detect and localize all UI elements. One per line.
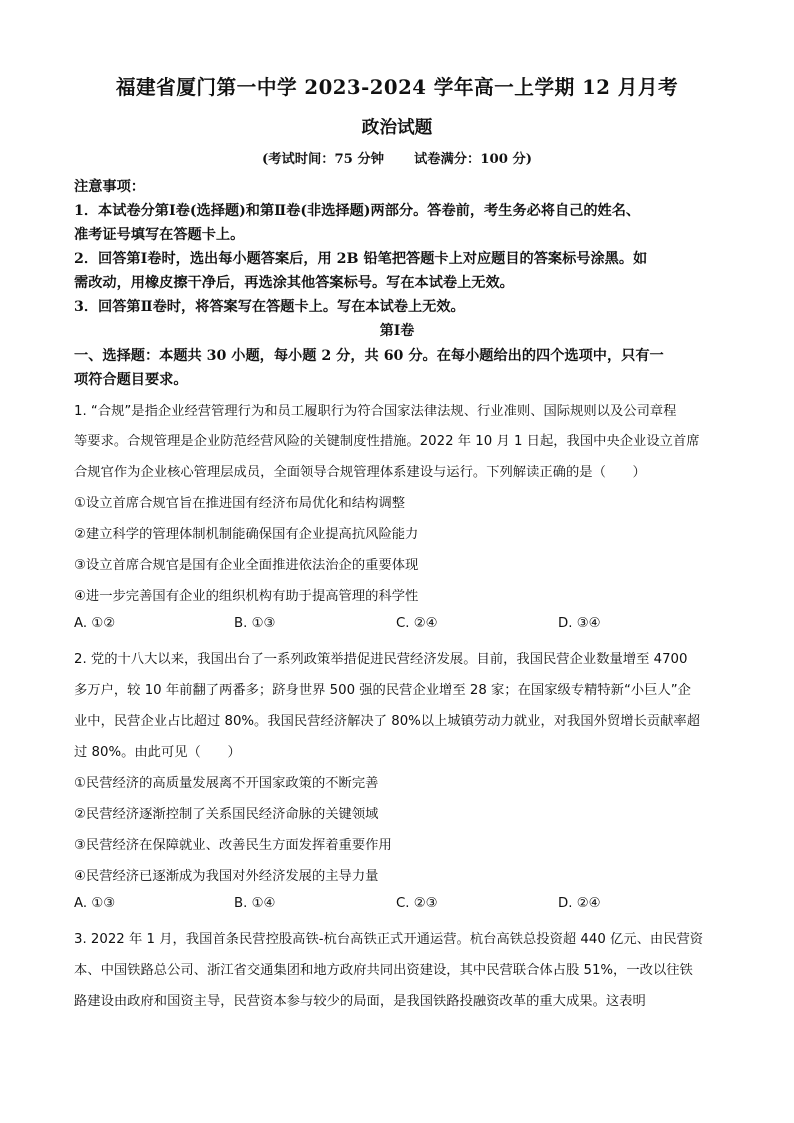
volume-heading: 第Ⅰ卷: [379, 323, 415, 339]
question-2-statement: ②民营经济逐渐控制了关系国民经济命脉的关键领域: [74, 807, 379, 822]
notice-line: 1．本试卷分第Ⅰ卷(选择题)和第Ⅱ卷(非选择题)两部分。答卷前，考生务必将自己的姓名、: [74, 203, 641, 219]
question-2-option-a: A. ①③: [74, 896, 116, 911]
question-1-option-a: A. ①②: [74, 616, 116, 631]
question-1-stem: 1. “合规”是指企业经营管理行为和员工履职行为符合国家法律法规、行业准则、国际规则以及公司章程: [74, 404, 677, 419]
question-2-stem: 业中，民营企业占比超过 80%。我国民营经济解决了 80%以上城镇劳动力就业，对我国外贸增长贡献率超: [74, 714, 701, 729]
question-2-statement: ③民营经济在保障就业、改善民生方面发挥着重要作用: [74, 838, 392, 853]
question-2-stem: 过 80%。由此可见（ ）: [74, 745, 241, 760]
exam-subject: 政治试题: [361, 117, 433, 138]
question-2-option-d: D. ②④: [558, 896, 601, 911]
question-1-statement: ①设立首席合规官旨在推进国有经济布局优化和结构调整: [74, 496, 406, 511]
question-1-statement: ③设立首席合规官是国有企业全面推进依法治企的重要体现: [74, 558, 419, 573]
notice-line: 需改动，用橡皮擦干净后，再选涂其他答案标号。写在本试卷上无效。: [74, 275, 514, 291]
question-1-stem: 等要求。合规管理是企业防范经营风险的关键制度性措施。2022 年 10 月 1 日起，我国中央企业设立首席: [74, 434, 700, 449]
question-3-stem: 3. 2022 年 1 月，我国首条民营控股高铁-杭台高铁正式开通运营。杭台高铁总投资超 440 亿元、由民营资: [74, 932, 704, 947]
question-3-stem: 本、中国铁路总公司、浙江省交通集团和地方政府共同出资建设，其中民营联合体占股 51%，一改以往铁: [74, 963, 693, 978]
notice-line: 2．回答第Ⅰ卷时，选出每小题答案后，用 2B 铅笔把答题卡上对应题目的答案标号涂黑。如: [74, 251, 648, 267]
notice-line: 准考证号填写在答题卡上。: [74, 227, 245, 243]
question-2-statement: ④民营经济已逐渐成为我国对外经济发展的主导力量: [74, 869, 379, 884]
exam-time: (考试时间：75 分钟: [261, 152, 385, 167]
section-instruction: 一、选择题：本题共 30 小题，每小题 2 分，共 60 分。在每小题给出的四个选项中，只有一: [74, 348, 664, 364]
question-1-option-b: B. ①③: [234, 616, 276, 631]
question-2-stem: 多万户，较 10 年前翻了两番多；跻身世界 500 强的民营企业增至 28 家；在国家级专精特新“小巨人”企: [74, 683, 691, 698]
exam-title: 福建省厦门第一中学 2023-2024 学年高一上学期 12 月月考: [115, 76, 679, 99]
question-1-option-c: C. ②④: [396, 616, 438, 631]
question-1-statement: ②建立科学的管理体制机制能确保国有企业提高抗风险能力: [74, 527, 419, 542]
question-2-statement: ①民营经济的高质量发展离不开国家政策的不断完善: [74, 776, 379, 791]
full-score: 试卷满分：100 分): [414, 152, 533, 167]
question-2-option-b: B. ①④: [234, 896, 276, 911]
exam-info: [0, 148, 794, 167]
question-2-option-c: C. ②③: [396, 896, 438, 911]
notice-heading: 注意事项：: [74, 179, 145, 195]
question-1-option-d: D. ③④: [558, 616, 601, 631]
question-1-statement: ④进一步完善国有企业的组织机构有助于提高管理的科学性: [74, 589, 419, 604]
question-1-stem: 合规官作为企业核心管理层成员，全面领导合规管理体系建设与运行。下列解读正确的是（ ）: [74, 465, 646, 480]
notice-line: 3．回答第Ⅱ卷时，将答案写在答题卡上。写在本试卷上无效。: [74, 299, 465, 315]
section-instruction: 项符合题目要求。: [74, 372, 188, 388]
question-3-stem: 路建设由政府和国资主导，民营资本参与较少的局面，是我国铁路投融资改革的重大成果。这表明: [74, 994, 646, 1009]
question-2-stem: 2. 党的十八大以来，我国出台了一系列政策举措促进民营经济发展。目前，我国民营企业数量增至 4700: [74, 652, 688, 667]
